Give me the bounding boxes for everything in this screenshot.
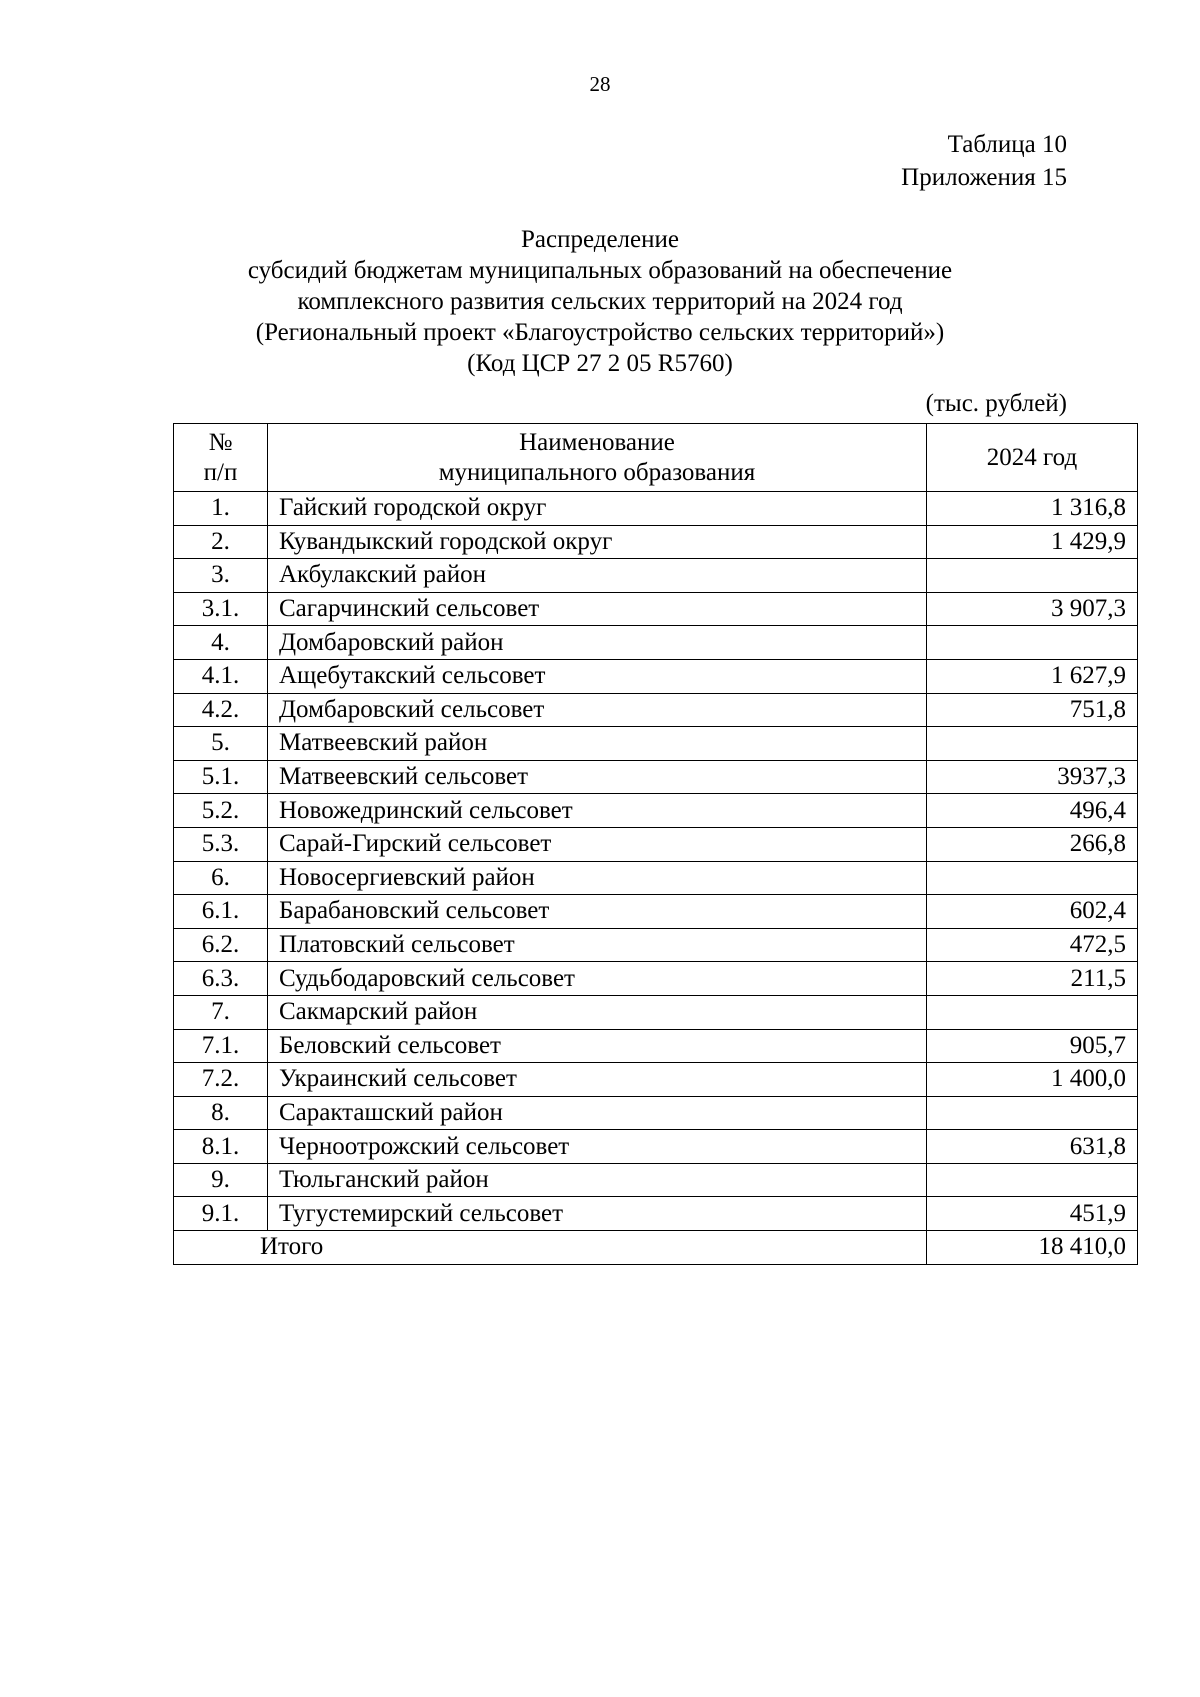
row-number: 8.1. <box>174 1130 268 1164</box>
row-municipality: Беловский сельсовет <box>268 1029 927 1063</box>
row-amount <box>927 995 1138 1029</box>
row-number: 7.2. <box>174 1063 268 1097</box>
row-amount: 1 400,0 <box>927 1063 1138 1097</box>
page-number: 28 <box>589 72 611 96</box>
row-number: 3.1. <box>174 592 268 626</box>
table-row <box>174 794 1138 828</box>
row-number: 3. <box>174 559 268 593</box>
table-row <box>174 1096 1138 1130</box>
row-amount: 1 316,8 <box>927 492 1138 526</box>
table-row <box>174 962 1138 996</box>
row-municipality: Барабановский сельсовет <box>268 895 927 929</box>
table-row <box>174 626 1138 660</box>
row-amount: 496,4 <box>927 794 1138 828</box>
table-row <box>174 861 1138 895</box>
row-amount <box>927 1096 1138 1130</box>
row-number: 6.1. <box>174 895 268 929</box>
row-amount: 3937,3 <box>927 760 1138 794</box>
row-municipality: Домбаровский район <box>268 626 927 660</box>
row-number: 5. <box>174 727 268 761</box>
row-number: 5.1. <box>174 760 268 794</box>
table-row <box>174 928 1138 962</box>
allocation-table <box>173 423 1138 1265</box>
table-row <box>174 559 1138 593</box>
row-number: 4.1. <box>174 659 268 693</box>
table-row <box>174 895 1138 929</box>
table-row <box>174 492 1138 526</box>
table-row <box>174 1197 1138 1231</box>
row-municipality: Матвеевский сельсовет <box>268 760 927 794</box>
row-municipality: Украинский сельсовет <box>268 1063 927 1097</box>
row-municipality: Саракташский район <box>268 1096 927 1130</box>
table-row <box>174 727 1138 761</box>
row-municipality: Тугустемирский сельсовет <box>268 1197 927 1231</box>
header-name-line2: муниципального образования <box>438 458 756 486</box>
row-amount: 631,8 <box>927 1130 1138 1164</box>
title-line1: Распределение <box>521 226 679 253</box>
header-number-line2: п/п <box>203 458 238 486</box>
row-municipality: Платовский сельсовет <box>268 928 927 962</box>
row-amount: 3 907,3 <box>927 592 1138 626</box>
row-municipality: Черноотрожский сельсовет <box>268 1130 927 1164</box>
table-row <box>174 1163 1138 1197</box>
row-municipality: Кувандыкский городской округ <box>268 525 927 559</box>
row-number: 2. <box>174 525 268 559</box>
title-line2: субсидий бюджетам муниципальных образований на обеспечение <box>247 257 953 284</box>
table-row <box>174 995 1138 1029</box>
table-row <box>174 1063 1138 1097</box>
row-municipality: Ащебутакский сельсовет <box>268 659 927 693</box>
header-number-line1: № <box>208 428 233 456</box>
row-municipality: Сарай-Гирский сельсовет <box>268 827 927 861</box>
table-row <box>174 659 1138 693</box>
row-number: 1. <box>174 492 268 526</box>
row-number: 4. <box>174 626 268 660</box>
row-municipality: Акбулакский район <box>268 559 927 593</box>
row-amount: 1 627,9 <box>927 659 1138 693</box>
row-amount <box>927 626 1138 660</box>
row-number: 9.1. <box>174 1197 268 1231</box>
row-number: 4.2. <box>174 693 268 727</box>
row-number: 7.1. <box>174 1029 268 1063</box>
header-name <box>268 424 927 492</box>
row-amount: 266,8 <box>927 827 1138 861</box>
row-amount <box>927 559 1138 593</box>
row-amount <box>927 861 1138 895</box>
row-amount <box>927 1163 1138 1197</box>
table-row <box>174 1029 1138 1063</box>
row-number: 6.3. <box>174 962 268 996</box>
header-year: 2024 год <box>927 424 1138 492</box>
row-amount: 451,9 <box>927 1197 1138 1231</box>
row-amount: 211,5 <box>927 962 1138 996</box>
table-row <box>174 592 1138 626</box>
row-municipality: Матвеевский район <box>268 727 927 761</box>
row-number: 6. <box>174 861 268 895</box>
table-row <box>174 827 1138 861</box>
units-label: (тыс. рублей) <box>925 390 1067 417</box>
header-name-line1: Наименование <box>519 428 675 456</box>
row-amount <box>927 727 1138 761</box>
row-number: 6.2. <box>174 928 268 962</box>
total-label: Итого <box>174 1231 927 1265</box>
row-amount: 905,7 <box>927 1029 1138 1063</box>
header-number <box>174 424 268 492</box>
total-row <box>174 1231 1138 1265</box>
table-body <box>174 492 1138 1265</box>
row-municipality: Новосергиевский район <box>268 861 927 895</box>
row-municipality: Тюльганский район <box>268 1163 927 1197</box>
document-title <box>0 224 1200 379</box>
table-row <box>174 760 1138 794</box>
table-header-row <box>174 424 1138 492</box>
table-row <box>174 525 1138 559</box>
row-municipality: Гайский городской округ <box>268 492 927 526</box>
title-line5: (Код ЦСР 27 2 05 R5760) <box>467 350 733 377</box>
row-amount: 472,5 <box>927 928 1138 962</box>
row-municipality: Судьбодаровский сельсовет <box>268 962 927 996</box>
row-municipality: Сакмарский район <box>268 995 927 1029</box>
table-reference <box>901 128 1067 194</box>
row-number: 8. <box>174 1096 268 1130</box>
table-row <box>174 693 1138 727</box>
row-number: 5.2. <box>174 794 268 828</box>
table-row <box>174 1130 1138 1164</box>
row-municipality: Новожедринский сельсовет <box>268 794 927 828</box>
row-municipality: Сагарчинский сельсовет <box>268 592 927 626</box>
row-amount: 751,8 <box>927 693 1138 727</box>
table-ref-line1: Таблица 10 <box>947 131 1067 158</box>
row-number: 7. <box>174 995 268 1029</box>
total-amount: 18 410,0 <box>927 1231 1138 1265</box>
row-number: 9. <box>174 1163 268 1197</box>
title-line3: комплексного развития сельских территорий на 2024 год <box>297 288 903 315</box>
row-municipality: Домбаровский сельсовет <box>268 693 927 727</box>
row-number: 5.3. <box>174 827 268 861</box>
row-amount: 602,4 <box>927 895 1138 929</box>
row-amount: 1 429,9 <box>927 525 1138 559</box>
table-ref-line2: Приложения 15 <box>901 164 1067 191</box>
title-line4: (Региональный проект «Благоустройство сельских территорий») <box>255 319 945 346</box>
